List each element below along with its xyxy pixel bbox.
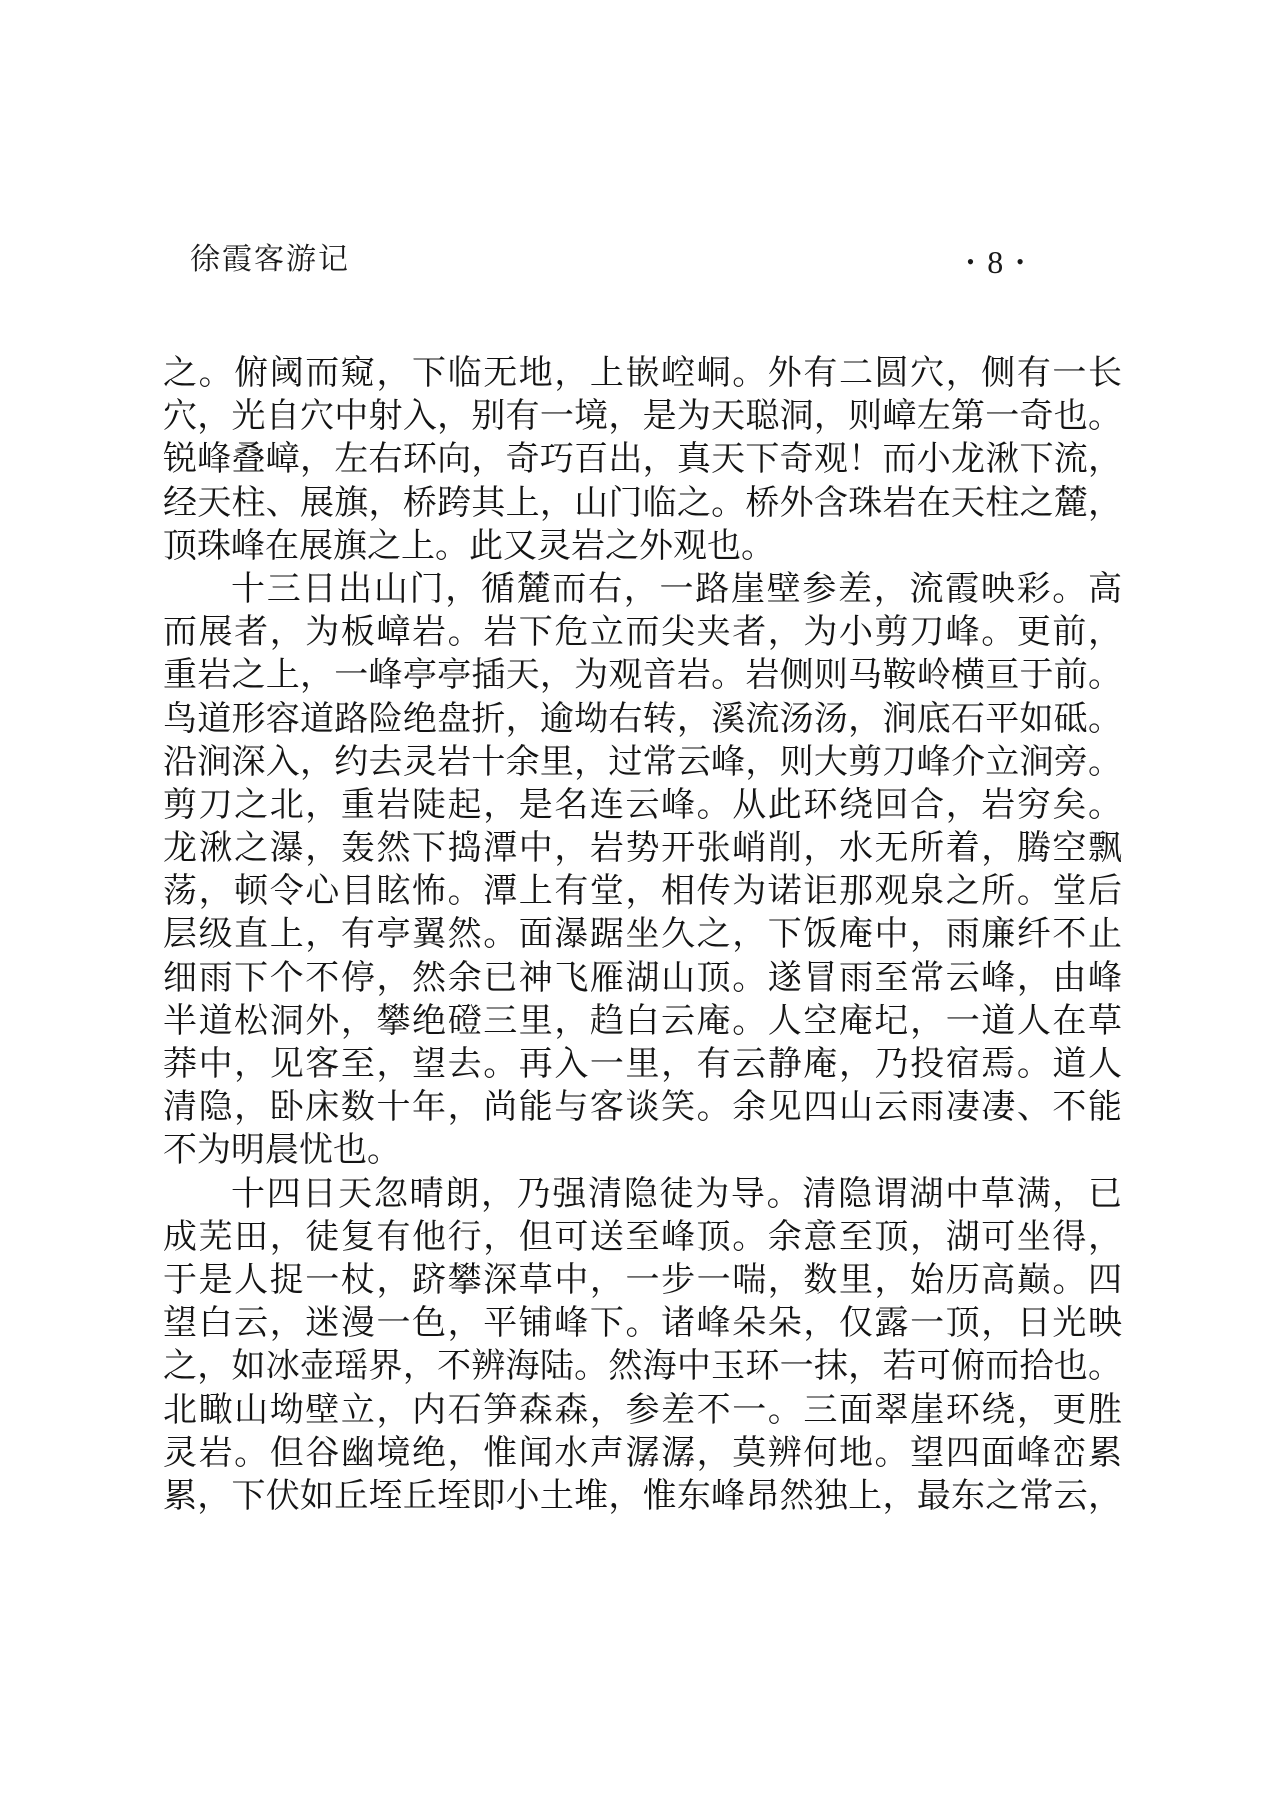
- text-line: 半道松洞外，攀绝磴三里，趋白云庵。人空庵圮，一道人在草: [163, 1002, 1122, 1040]
- text-line: 灵岩。但谷幽境绝，惟闻水声潺潺，莫辨何地。望四面峰峦累: [163, 1434, 1122, 1472]
- text-line: 细雨下个不停，然余已神飞雁湖山顶。遂冒雨至常云峰，由峰: [163, 959, 1122, 997]
- text-line: 龙湫之瀑，轰然下捣潭中，岩势开张峭削，水无所着，腾空飘: [163, 830, 1122, 868]
- text-line: 经天柱、展旗，桥跨其上，山门临之。桥外含珠岩在天柱之麓，: [163, 484, 1122, 522]
- text-line: 锐峰叠嶂，左右环向，奇巧百出，真天下奇观！而小龙湫下流，: [163, 441, 1122, 479]
- text-line: 十三日出山门，循麓而右，一路崖壁参差，流霞映彩。高: [231, 570, 1122, 608]
- text-line: 之，如冰壶瑶界，不辨海陆。然海中玉环一抹，若可俯而拾也。: [163, 1348, 1122, 1386]
- text-line: 望白云，迷漫一色，平铺峰下。诸峰朵朵，仅露一顶，日光映: [163, 1305, 1122, 1343]
- text-line: 清隐，卧床数十年，尚能与客谈笑。余见四山云雨凄凄、不能: [163, 1089, 1122, 1127]
- page-number: [954, 244, 1037, 281]
- text-line: 北瞰山坳壁立，内石笋森森，参差不一。三面翠崖环绕，更胜: [163, 1391, 1122, 1429]
- book-title: 徐霞客游记: [190, 243, 350, 276]
- text-line: 不为明晨忧也。: [163, 1132, 401, 1170]
- text-line: 穴，光自穴中射入，别有一境，是为天聪洞，则嶂左第一奇也。: [163, 398, 1122, 436]
- paragraph: [163, 1173, 1122, 1519]
- text-line: 于是人捉一杖，跻攀深草中，一步一喘，数里，始历高巅。四: [163, 1261, 1122, 1299]
- text-line: 顶珠峰在展旗之上。此又灵岩之外观也。: [163, 527, 775, 565]
- text-line: 莽中，见客至，望去。再入一里，有云静庵，乃投宿焉。道人: [163, 1046, 1122, 1083]
- text-line: 而展者，为板嶂岩。岩下危立而尖夹者，为小剪刀峰。更前，: [163, 614, 1122, 652]
- text-line: 剪刀之北，重岩陡起，是名连云峰。从此环绕回合，岩穷矣。: [163, 786, 1122, 824]
- page-number-bullet-right: •: [1016, 249, 1024, 274]
- text-line: 鸟道形容道路险绝盘折，逾坳右转，溪流汤汤，涧底石平如砥。: [163, 700, 1122, 738]
- page-number-bullet-left: •: [966, 249, 975, 274]
- text-line: 重岩之上，一峰亭亭插天，为观音岩。岩侧则马鞍岭横亘于前。: [163, 657, 1122, 695]
- page-header: [190, 234, 1037, 281]
- text-line: 累，下伏如丘垤丘垤即小土堆，惟东峰昂然独上，最东之常云，: [163, 1477, 1122, 1515]
- text-line: 十四日天忽晴朗，乃强清隐徒为导。清隐谓湖中草满，已: [231, 1175, 1122, 1213]
- text-line: 成芜田，徒复有他行，但可送至峰顶。余意至顶，湖可坐得，: [163, 1218, 1122, 1256]
- page-number-value: 8: [987, 243, 1004, 280]
- paragraph: [163, 352, 1122, 568]
- text-line: 层级直上，有亭翼然。面瀑踞坐久之，下饭庵中，雨廉纤不止: [163, 916, 1122, 954]
- text-line: 荡，顿令心目眩怖。潭上有堂，相传为诺讵那观泉之所。堂后: [163, 873, 1122, 911]
- body-text: [163, 352, 1122, 1518]
- text-line: 之。俯阈而窥，下临无地，上嵌崆峒。外有二圆穴，侧有一长: [163, 355, 1122, 392]
- paragraph: [163, 568, 1122, 1173]
- text-line: 沿涧深入，约去灵岩十余里，过常云峰，则大剪刀峰介立涧旁。: [163, 743, 1122, 781]
